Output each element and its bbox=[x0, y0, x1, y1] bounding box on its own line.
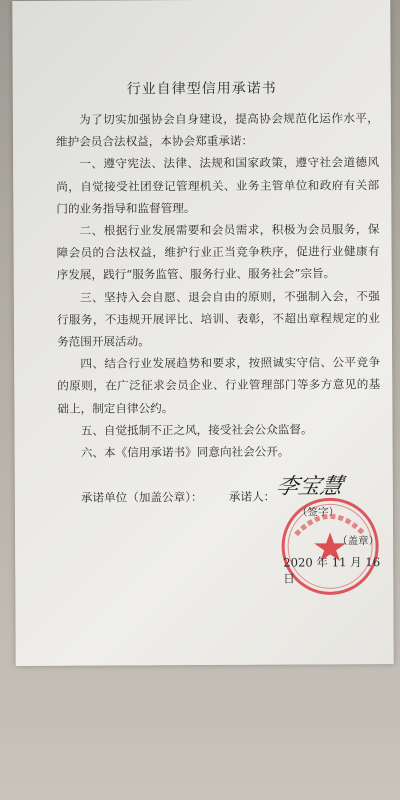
document-body bbox=[56, 107, 381, 464]
person-label: 承诺人： bbox=[228, 489, 276, 504]
seal-note: （盖章） bbox=[337, 535, 380, 548]
paragraph-1: 一、遵守宪法、法律、法规和国家政策，遵守社会道德风尚，自觉接受社团登记管理机关、业务主管单位和政府有关部门的业务指导和监督管理。 bbox=[56, 155, 380, 216]
paragraph-intro: 为了切实加强协会自身建设，提高协会规范化运作水平，维护会员合法权益，本协会郑重承诺： bbox=[55, 111, 379, 149]
paragraph-6: 六、本《信用承诺书》同意向社会公开。 bbox=[80, 444, 290, 460]
document-paper bbox=[12, 0, 393, 666]
paragraph-4: 四、结合行业发展趋势和要求，按照诚实守信、公平竞争的原则，在广泛征求会员企业、行业管理部门等多方意见的基础上，制定自律公约。 bbox=[57, 355, 381, 416]
document-date: 2020 年 11 月 16 日 bbox=[283, 555, 381, 586]
unit-label: 承诺单位（加盖公章）： bbox=[80, 490, 203, 505]
paragraph-2: 二、根据行业发展需要和会员需求，积极为会员服务，保障会员的合法权益，维护行业正当竞争秩序，促进行业健康有序发展，践行“服务监管、服务行业、服务社会”宗旨。 bbox=[56, 222, 380, 283]
document-title: 行业自律型信用承诺书 bbox=[126, 80, 277, 98]
handwritten-signature: 李宝慧 bbox=[273, 474, 345, 500]
sign-note: （签字） bbox=[296, 506, 339, 519]
paragraph-5: 五、自觉抵制不正之风，接受社会公众监督。 bbox=[80, 422, 313, 438]
paragraph-3: 三、坚持入会自愿、退会自由的原则，不强制入会，不强行服务，不违规开展评比、培训、表彰，不超出章程规定的业务范围开展活动。 bbox=[56, 288, 380, 349]
